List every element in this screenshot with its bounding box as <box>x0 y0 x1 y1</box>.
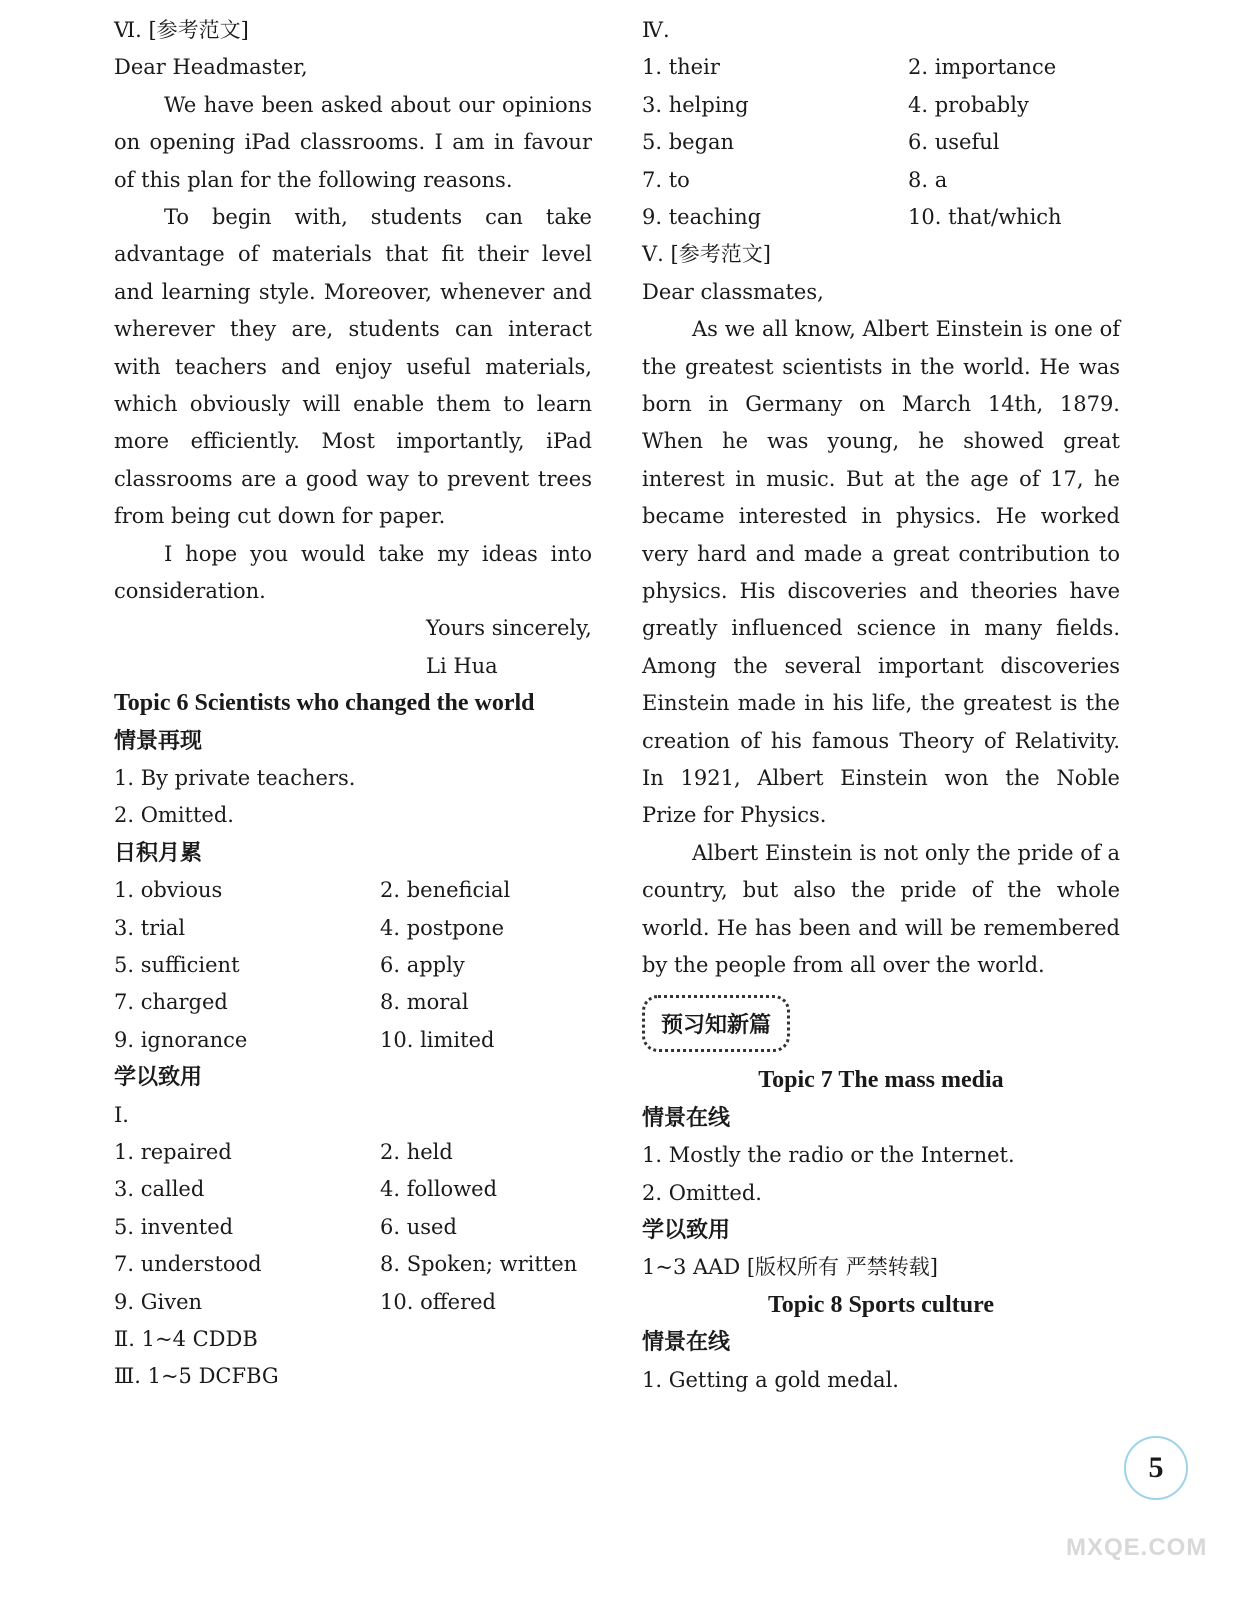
answer-item: 6. used <box>380 1214 457 1239</box>
answer-item: 2. held <box>380 1140 453 1165</box>
watermark-logo: MXQE.COM <box>1066 1534 1208 1561</box>
topic-8-title: Topic 8 Sports culture <box>767 1291 995 1318</box>
letter-2-greeting: Dear classmates, <box>642 279 824 304</box>
answer-item: 5. sufficient <box>114 953 240 978</box>
answer-item: 8. moral <box>380 990 469 1015</box>
page-number: 5 <box>1124 1436 1188 1500</box>
letter-2-paragraph-1: As we all know, Albert Einstein is one of the greatest scientists in the world. He was born in Germany on March 14th, 1879. When he was young, he showed great interest in music. But at the age of 17, he became interested in physics. He worked very hard and made a great contribution to physics. His discoveries and theories have greatly influenced science in many fields. Among the several important discoveries Einstein made in his life, the greatest is the creation of his famous Theory of Relativity. In 1921, Albert Einstein won the Noble Prize for Physics. <box>642 317 1120 828</box>
topic-6-title: Topic 6 Scientists who changed the world <box>114 690 535 717</box>
answer-item: 10. that/which <box>908 204 1062 229</box>
answer-item: 1. repaired <box>114 1140 232 1165</box>
left-column <box>114 12 592 1396</box>
letter-1-paragraph-3: I hope you would take my ideas into consideration. <box>114 541 592 604</box>
letter-2-paragraph-2: Albert Einstein is not only the pride of a country, but also the pride of the whole world. He has been and will be remembered by the people from all over the world. <box>642 840 1120 978</box>
right-column <box>642 12 1120 1399</box>
part-1-answers <box>114 1134 592 1321</box>
answer-item: 9. teaching <box>642 204 762 229</box>
rijilei-heading: 日积月累 <box>114 840 203 866</box>
t7-xueyi-answer: 1~3 AAD [版权所有 严禁转载] <box>642 1255 938 1280</box>
qingjing-heading: 情景再现 <box>114 728 203 754</box>
answer-item: 4. probably <box>908 92 1029 117</box>
answer-item: 3. trial <box>114 915 186 940</box>
answer-item: 3. helping <box>642 92 749 117</box>
list-item: 2. Omitted. <box>114 803 234 828</box>
answer-item: 7. charged <box>114 990 228 1015</box>
letter-1-closing: Yours sincerely, <box>426 616 592 641</box>
t7-qingjing-heading: 情景在线 <box>642 1105 731 1131</box>
answer-item: 4. postpone <box>380 915 505 940</box>
preview-section-badge: 预习知新篇 <box>642 995 790 1052</box>
answer-item: 6. useful <box>908 130 1000 155</box>
answer-item: 10. offered <box>380 1289 496 1314</box>
part-2-answer: Ⅱ. 1~4 CDDB <box>114 1326 258 1351</box>
part-4-answers <box>642 49 1120 236</box>
answer-item: 4. followed <box>380 1177 498 1202</box>
answer-item: 7. to <box>642 167 690 192</box>
answer-item: 9. ignorance <box>114 1027 248 1052</box>
xueyi-heading: 学以致用 <box>114 1065 203 1091</box>
section-badge-wrap <box>642 984 1120 1062</box>
answer-item: 8. a <box>908 167 948 192</box>
list-item: 2. Omitted. <box>642 1180 762 1205</box>
answer-item: 9. Given <box>114 1289 203 1314</box>
list-item: 1. Mostly the radio or the Internet. <box>642 1143 1015 1168</box>
answer-item: 3. called <box>114 1177 205 1202</box>
answer-item: 6. apply <box>380 953 465 978</box>
answer-item: 1. their <box>642 55 720 80</box>
topic-7-title: Topic 7 The mass media <box>758 1067 1004 1094</box>
list-item: 1. Getting a gold medal. <box>642 1367 899 1392</box>
rijilei-answers <box>114 872 592 1059</box>
t7-xueyi-heading: 学以致用 <box>642 1218 731 1244</box>
letter-1-signature: Li Hua <box>426 653 498 678</box>
answer-item: 10. limited <box>380 1027 495 1052</box>
letter-1-greeting: Dear Headmaster, <box>114 55 308 80</box>
letter-1-paragraph-2: To begin with, students can take advantage of materials that fit their level and learning style. Moreover, whenever and wherever they are, students can interact with teachers and enjoy useful materials, which obviously will enable them to learn more efficiently. Most importantly, iPad classrooms are a good way to prevent trees from being cut down for paper. <box>114 205 592 529</box>
answer-item: 5. invented <box>114 1214 234 1239</box>
answer-item: 1. obvious <box>114 878 223 903</box>
section-6-title: Ⅵ. [参考范文] <box>114 18 249 42</box>
answer-item: 2. beneficial <box>380 878 511 903</box>
part-4-title: Ⅳ. <box>642 18 670 42</box>
answer-item: 7. understood <box>114 1252 262 1277</box>
part-5-title: Ⅴ. [参考范文] <box>642 242 771 267</box>
answer-item: 2. importance <box>908 55 1057 80</box>
part-3-answer: Ⅲ. 1~5 DCFBG <box>114 1364 279 1389</box>
part-1-title: Ⅰ. <box>114 1102 129 1127</box>
list-item: 1. By private teachers. <box>114 766 356 791</box>
answer-item: 5. began <box>642 130 735 155</box>
t8-qingjing-heading: 情景在线 <box>642 1330 731 1356</box>
letter-1-paragraph-1: We have been asked about our opinions on opening iPad classrooms. I am in favour of this plan for the following reasons. <box>114 92 592 192</box>
answer-item: 8. Spoken; written <box>380 1252 578 1277</box>
